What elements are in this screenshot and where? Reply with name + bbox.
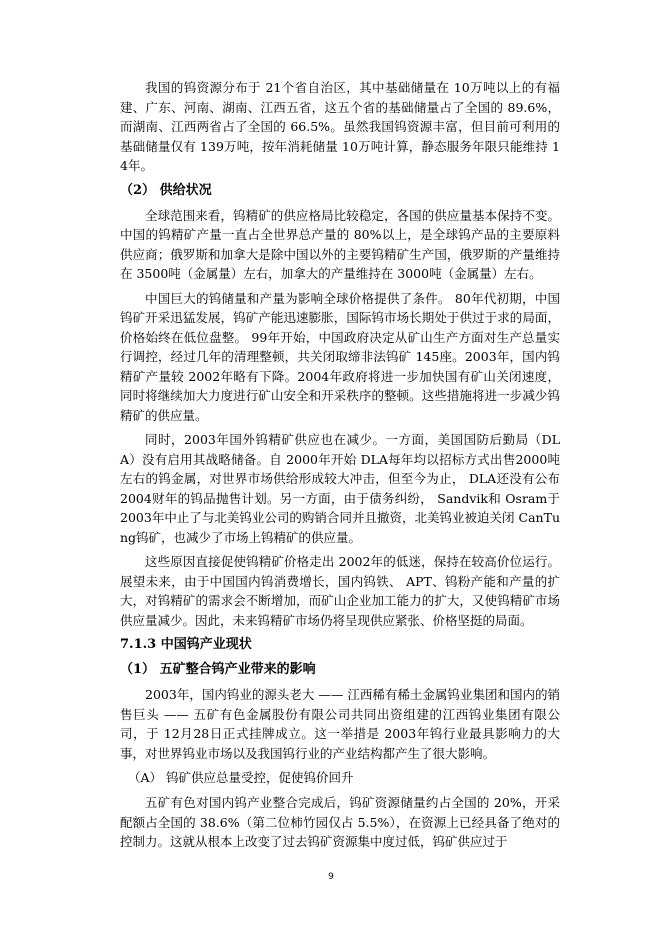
- heading-section-7-1-3: 7.1.3 中国钨产业现状: [120, 637, 252, 652]
- paragraph-foreign-supply: 同时，2003年国外钨精矿供应也在减少。一方面，美国国防后勤局（DLA）没有启用其战略储备。自 2000年开始 DLA每年均以招标方式出售2000吨左右的钨金属，对世界市场供给形成较大冲击，但至今为止， DLA还没有公布 2004财年的钨品抛售计划。另一方面，由于债务纠纷， Sandvik和 Osram于2003年中止了与北美钨业公司的购销合同并且撤资，北美钨业被迫关闭 CanTung钨矿，也减少了市场上钨精矿的供应量。: [120, 432, 560, 545]
- paragraph-resource-control: 五矿有色对国内钨产业整合完成后，钨矿资源储量约占全国的 20%，开采配额占全国的 38.6%（第二位柿竹园仅占 5.5%），在资源上已经具备了绝对的控制力。这就从根本上改变了过去钨矿资源集中度过低，钨矿供应过于: [120, 795, 560, 849]
- paragraph-tungsten-distribution: 我国的钨资源分布于 21个省自治区，其中基础储量在 10万吨以上的有福建、广东、河南、湖南、江西五省，这五个省的基础储量占了全国的 89.6%，而湖南、江西两省占了全国的 66.5%。虽然我国钨资源丰富，但目前可利用的基础储量仅有 139万吨，按年消耗储量 10万吨计算，静态服务年限只能维持 14年。: [120, 80, 560, 173]
- page-number: 9: [328, 872, 334, 882]
- heading-supply-status: （2） 供给状况: [120, 182, 212, 198]
- document-content: [120, 78, 560, 857]
- heading-wukuang-integration: （1） 五矿整合钨产业带来的影响: [120, 662, 316, 677]
- paragraph-price-outlook: 这些原因直接促使钨精矿价格走出 2002年的低迷，保持在较高价位运行。展望未来，由于中国国内钨消费增长，国内钨铁、 APT、钨粉产能和产量的扩大，对钨精矿的需求会不断增加，而矿山企业加工能力的扩大，又使钨精矿市场供应量减少。因此，未来钨精矿市场仍将呈现供应紧张、价格坚挺的局面。: [120, 554, 560, 628]
- paragraph-global-supply: 全球范围来看，钨精矿的供应格局比较稳定，各国的供应量基本保持不变。中国的钨精矿产量一直占全世界总产量的 80%以上，是全球钨产品的主要原料供应商；俄罗斯和加拿大是除中国以外的主要钨精矿生产国，俄罗斯的产量维持在 3500吨（金属量）左右，加拿大的产量维持在 3000吨（金属量）左右。: [120, 207, 560, 281]
- paragraph-jiangxi-tungsten-group: 2003年，国内钨业的源头老大 —— 江西稀有稀土金属钨业集团和国内的销售巨头 —— 五矿有色金属股份有限公司共同出资组建的江西钨业集团有限公司，于 12月28日正式挂牌成立。这一举措是 2003年钨行业最具影响力的大事，对世界钨业市场以及我国钨行业的产业结构都产生了很大影响。: [120, 687, 560, 761]
- heading-supply-controlled: （A） 钨矿供应总量受控，促使钨价回升: [128, 770, 354, 785]
- paragraph-china-influence: 中国巨大的钨储量和产量为影响全球价格提供了条件。 80年代初期，中国钨矿开采迅猛发展，钨矿产能迅速膨胀，国际钨市场长期处于供过于求的局面，价格始终在低位盘整。 99年开始，中国政府决定从矿山生产方面对生产总量实行调控，经过几年的清理整顿，共关闭取缔非法钨矿 145座。2003年，国内钨精矿产量较 2002年略有下降。2004年政府将进一步加快国有矿山关闭速度，同时将继续加大力度进行矿山安全和开采秩序的整顿。这些措施将进一步减少钨精矿的供应量。: [120, 290, 560, 423]
